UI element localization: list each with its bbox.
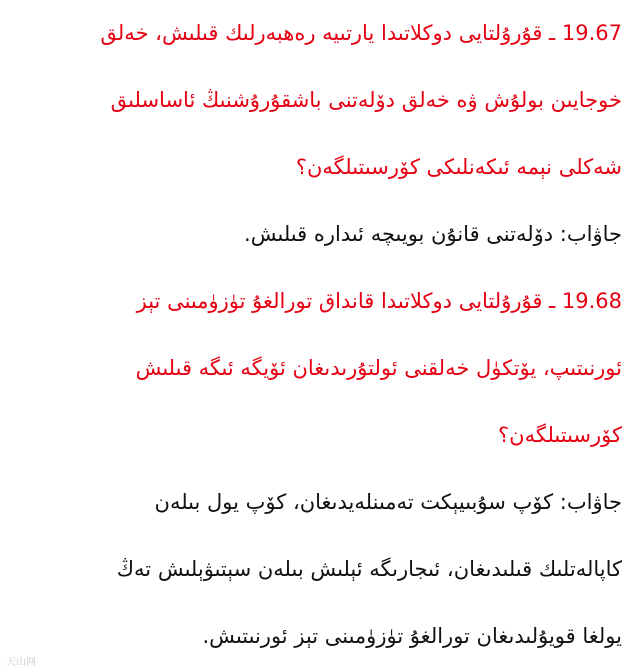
question-67-line-2: خوجايىن بولۇش ۋە خەلق دۆلەتنى باشقۇرۇشنىڭ ئاساسلىق — [110, 88, 622, 112]
watermark: 天山网 — [6, 657, 36, 668]
question-67-line-1: 19.67 ـ قۇرۇلتايى دوكلاتىدا يارتىيە رەھبەرلىك قىلىش، خەلق — [100, 21, 622, 45]
answer-68-line-3: يولغا قويۇلىدىغان تورالغۇ تۈزۈمىنى تېز ئورنىتىش. — [202, 624, 622, 648]
question-68-line-2: ئورنىتىپ، يۆتكۈل خەلقنى ئولتۇرىدىغان ئۆيگە ئىگە قىلىش — [135, 356, 622, 380]
answer-68-line-1: جاۋاب: كۆپ سۇبىيېكت تەمىنلەيدىغان، كۆپ يول بىلەن — [154, 490, 622, 514]
question-68-line-1: 19.68 ـ قۇرۇلتايى دوكلاتىدا قانداق تورالغۇ تۈزۈمىنى تېز — [136, 289, 622, 313]
question-67-line-3: شەكلى نېمە ئىكەنلىكى كۆرسىتىلگەن؟ — [295, 155, 622, 179]
answer-68-line-2: كاپالەتلىك قىلىدىغان، ئىجارىگە ئېلىش بىلەن سېتىۋېلىش تەڭ — [116, 557, 622, 581]
question-68-line-3: كۆرسىتىلگەن؟ — [498, 423, 622, 447]
answer-67-line-1: جاۋاب: دۆلەتنى قانۇن بويىچە ئىدارە قىلىش. — [244, 222, 622, 246]
